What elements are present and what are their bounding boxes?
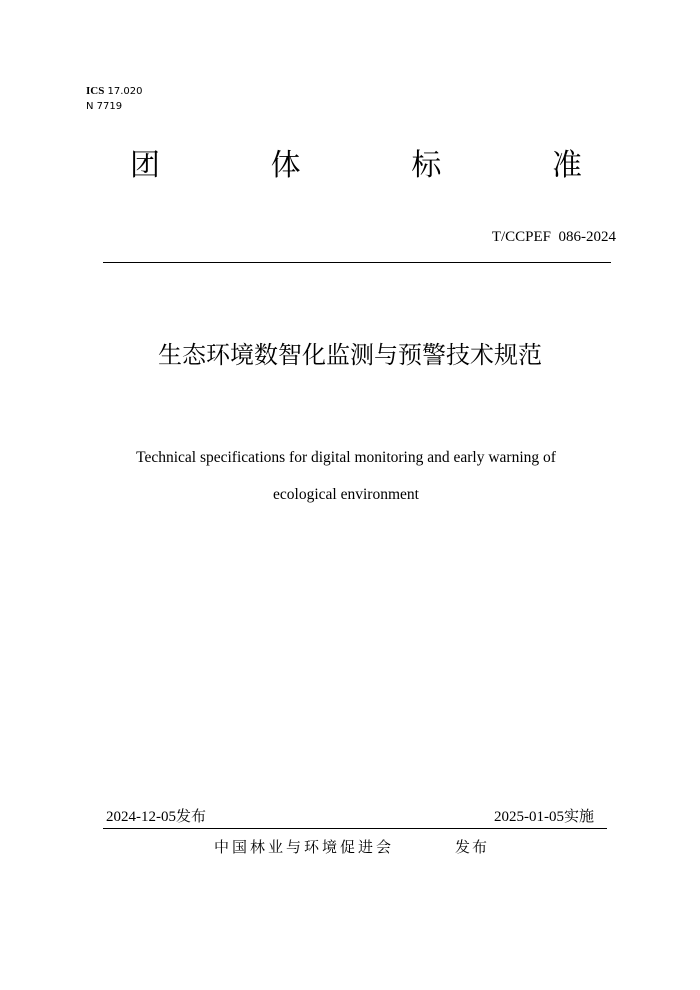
standard-code: T/CCPEF 086-2024 [491, 229, 616, 245]
bottom-divider [103, 828, 607, 829]
title-chinese [0, 337, 700, 373]
publish-date-suffix: 发布 [176, 807, 207, 825]
title-chinese-text: 生态环境数智化监测与预警技术规范 [158, 341, 542, 369]
standard-type-char: 团 [130, 148, 160, 183]
standard-type-char: 准 [551, 148, 582, 183]
publish-date-value: 2024-12-05 [106, 809, 176, 825]
ics-label: ICS [86, 85, 105, 97]
implement-date [494, 806, 594, 827]
standard-type-char: 体 [270, 148, 301, 183]
ics-classification [86, 84, 143, 99]
publisher-suffix: 发布 [455, 838, 490, 856]
title-english-line-1: Technical specifications for digital monitoring and early warning of [136, 449, 556, 466]
ccs-classification: N 7719 [86, 101, 123, 112]
publisher-name: 中国林业与环境促进会 [214, 838, 395, 856]
implement-date-value: 2025-01-05 [493, 809, 564, 825]
title-english-line-2: ecological environment [273, 486, 419, 503]
implement-date-suffix: 实施 [563, 807, 594, 825]
publish-date [106, 806, 206, 827]
standard-type-char: 标 [411, 148, 442, 183]
ics-code: 17.020 [107, 86, 143, 97]
top-divider [103, 262, 611, 263]
standard-type-heading [130, 146, 582, 186]
